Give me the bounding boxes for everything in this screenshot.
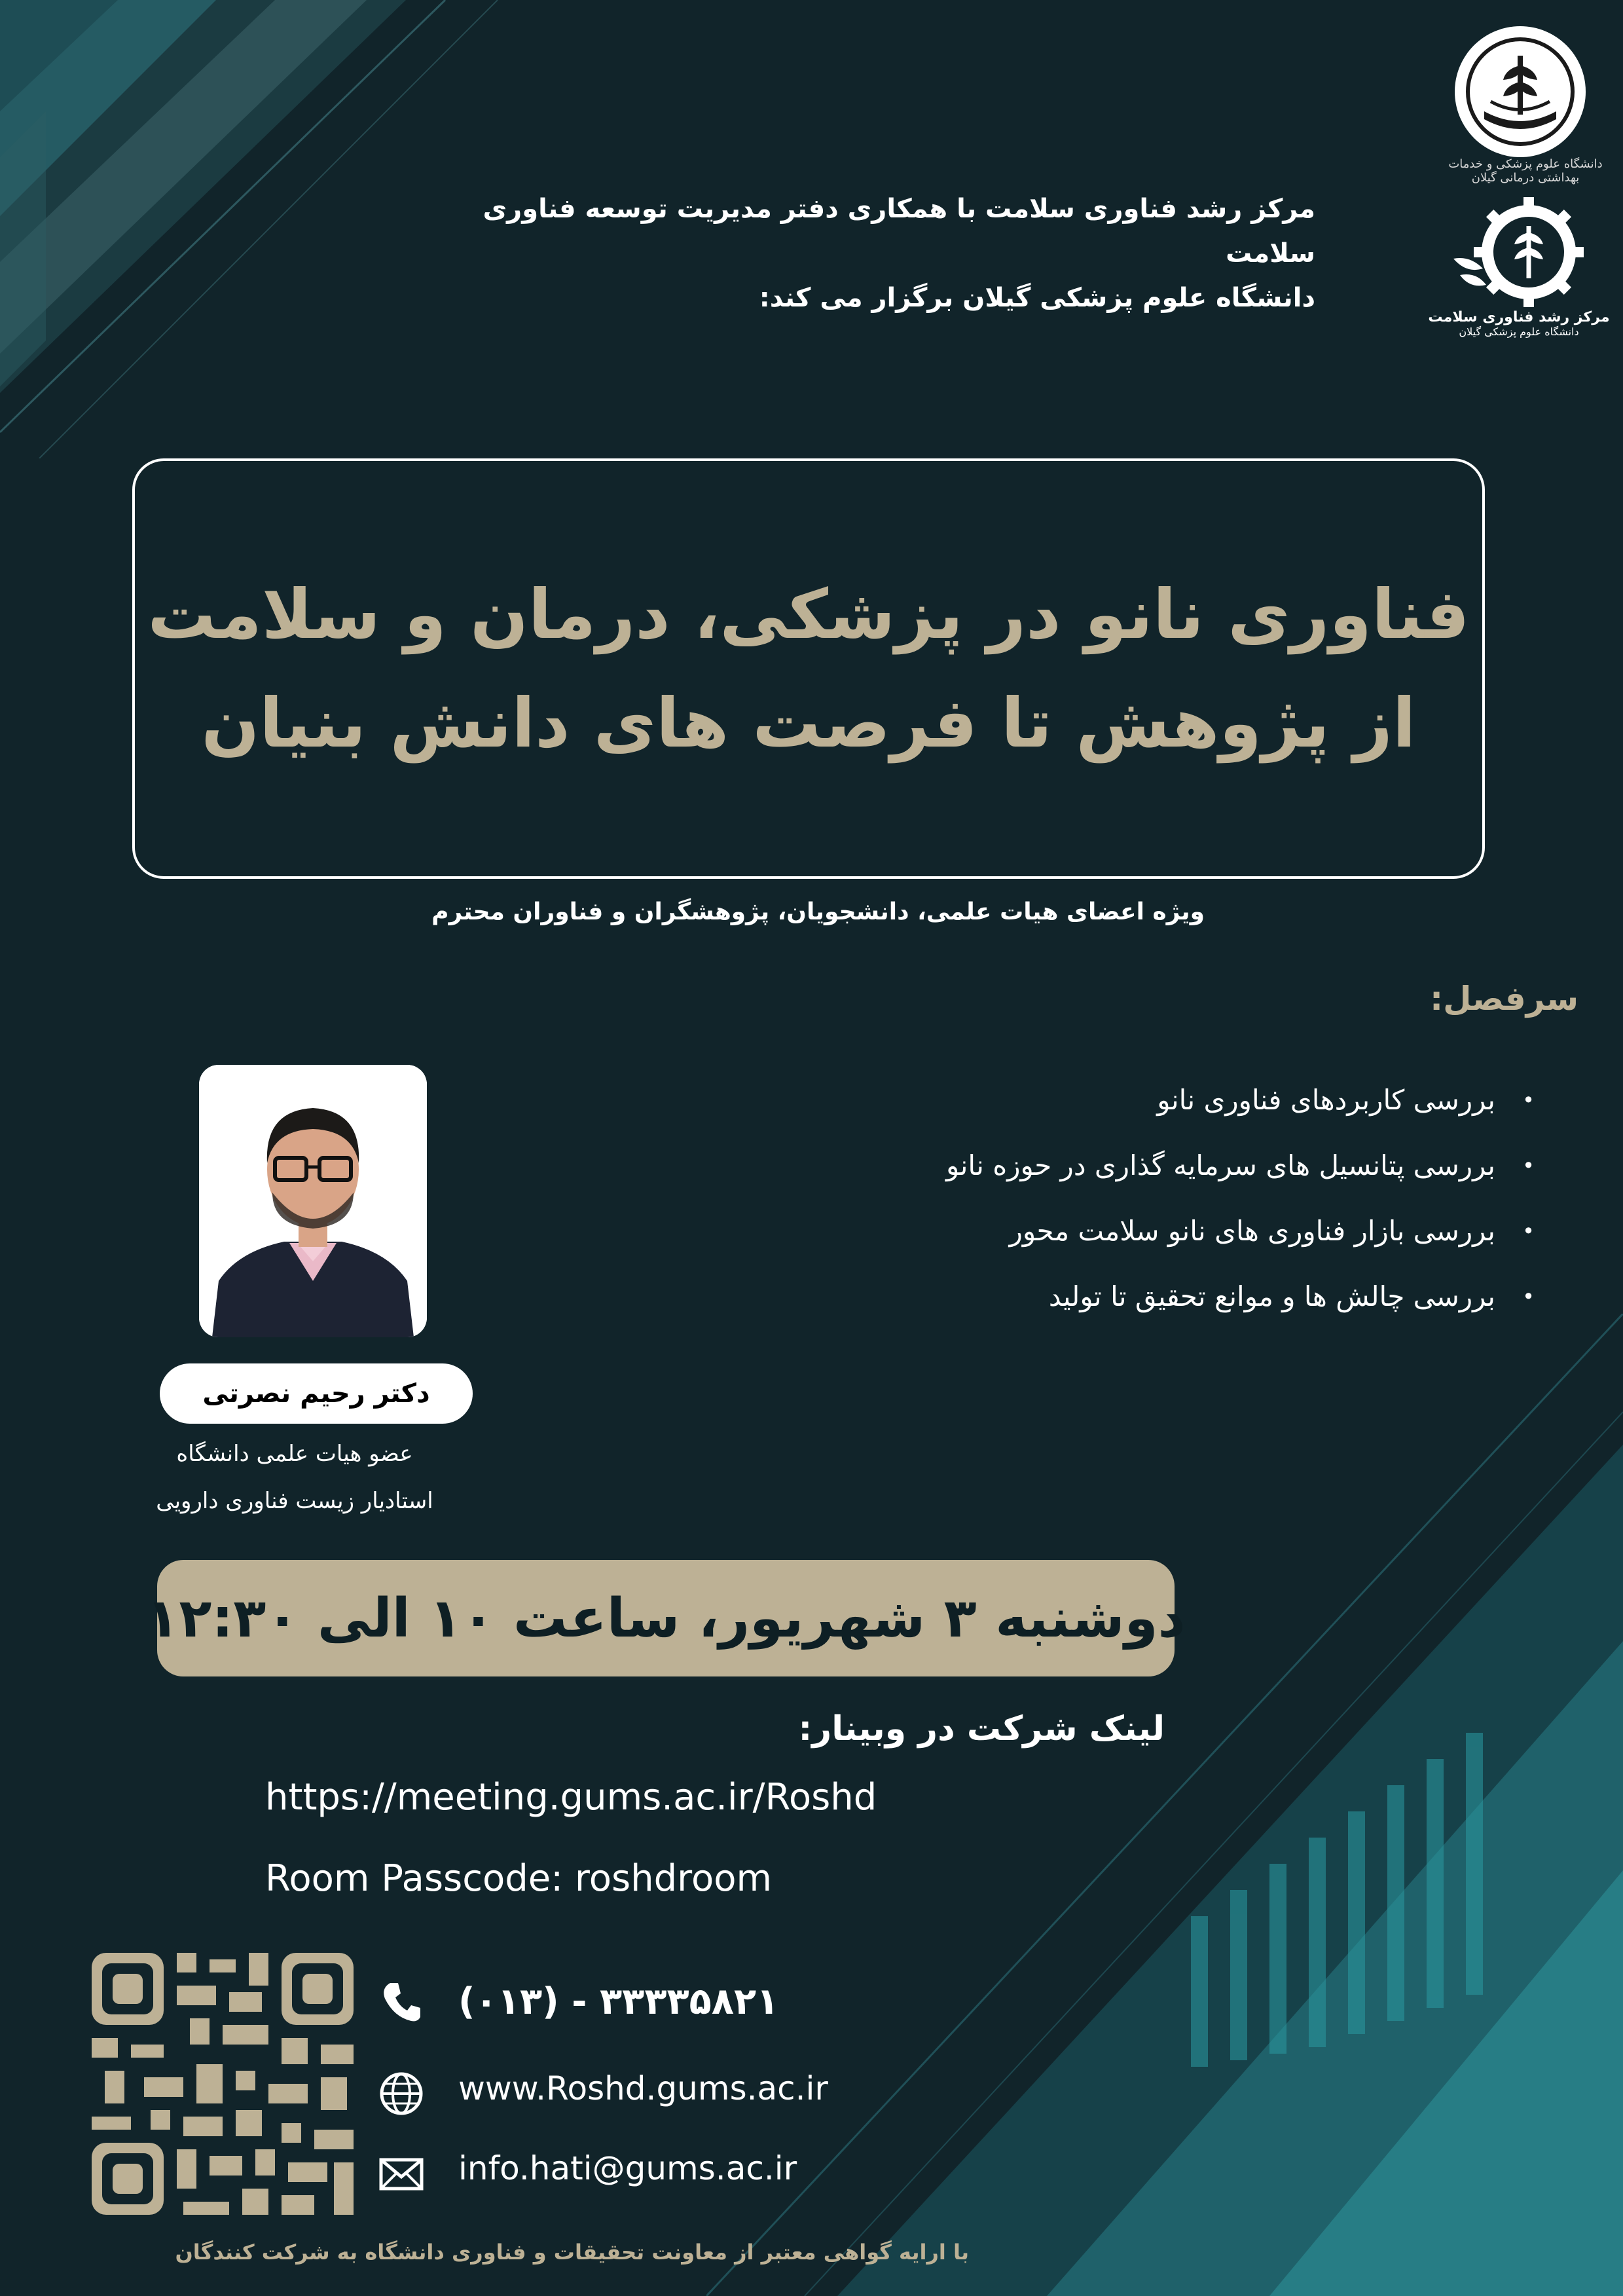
topics-list bbox=[749, 1067, 1535, 1329]
title-line-2: از پژوهش تا فرصت های دانش بنیان bbox=[201, 683, 1416, 763]
top-left-decoration bbox=[0, 0, 524, 458]
university-emblem-icon bbox=[1465, 36, 1576, 147]
email-address[interactable]: info.hati@gums.ac.ir bbox=[458, 2149, 797, 2187]
qr-code[interactable] bbox=[92, 1953, 354, 2215]
certificate-note: با ارایه گواهی معتبر از معاونت تحقیقات و فناوری دانشگاه به شرکت کنندگان bbox=[175, 2240, 969, 2265]
globe-icon bbox=[378, 2071, 424, 2117]
phone-number[interactable]: (۰۱۳) - ۳۳۳۳۵۸۲۱ bbox=[458, 1980, 779, 2023]
incubator-caption-line-1: مرکز رشد فناوری سلامت bbox=[1428, 309, 1610, 325]
speaker-role-2: استادیار زیست فناوری دارویی bbox=[156, 1488, 433, 1514]
topic-item: • بررسی پتانسیل های سرمایه گذاری در حوزه نانو bbox=[749, 1133, 1535, 1198]
phone-icon bbox=[378, 1979, 424, 2025]
organizer-statement bbox=[464, 187, 1315, 320]
speaker-photo bbox=[199, 1065, 427, 1337]
room-passcode: Room Passcode: roshdroom bbox=[265, 1857, 773, 1900]
university-logo-caption: دانشگاه علوم پزشکی و خدمات بهداشتی درمانی گیلان bbox=[1448, 157, 1603, 185]
speaker-portrait-icon bbox=[199, 1065, 427, 1337]
speaker-role-1: عضو هیات علمی دانشگاه bbox=[176, 1441, 413, 1467]
incubator-caption-line-2: دانشگاه علوم پزشکی گیلان bbox=[1459, 325, 1579, 338]
title-line-1: فناوری نانو در پزشکی، درمان و سلامت bbox=[147, 574, 1470, 654]
webinar-link-heading: لینک شرکت در وبینار: bbox=[798, 1709, 1165, 1749]
incubator-logo-caption bbox=[1427, 309, 1611, 338]
organizer-line-1: مرکز رشد فناوری سلامت با همکاری دفتر مدیریت توسعه فناوری سلامت bbox=[483, 194, 1315, 268]
title-box bbox=[132, 458, 1485, 879]
speaker-name: دکتر رحیم نصرتی bbox=[202, 1379, 430, 1409]
organizer-line-2: دانشگاه علوم پزشکی گیلان برگزار می کند: bbox=[759, 283, 1315, 313]
topic-item: • بررسی کاربردهای فناوری نانو bbox=[749, 1067, 1535, 1133]
email-icon bbox=[378, 2151, 424, 2196]
webinar-url-link[interactable]: https://meeting.gums.ac.ir/Roshd bbox=[265, 1776, 877, 1819]
website-link[interactable]: www.Roshd.gums.ac.ir bbox=[458, 2069, 828, 2107]
university-logo bbox=[1455, 26, 1586, 157]
speaker-name-badge bbox=[160, 1363, 473, 1424]
topic-item: • بررسی بازار فناوری های نانو سلامت محور bbox=[749, 1198, 1535, 1264]
schedule-badge bbox=[146, 1560, 1186, 1676]
topics-heading: سرفصل: bbox=[1430, 980, 1578, 1018]
schedule-text: دوشنبه ۳ شهریور، ساعت ۱۰ الی ۱۲:۳۰ bbox=[146, 1587, 1186, 1650]
audience-note: ویژه اعضای هیات علمی، دانشجویان، پژوهشگران و فناوران محترم bbox=[431, 898, 1205, 925]
topic-item: • بررسی چالش ها و موانع تحقیق تا تولید bbox=[749, 1264, 1535, 1329]
